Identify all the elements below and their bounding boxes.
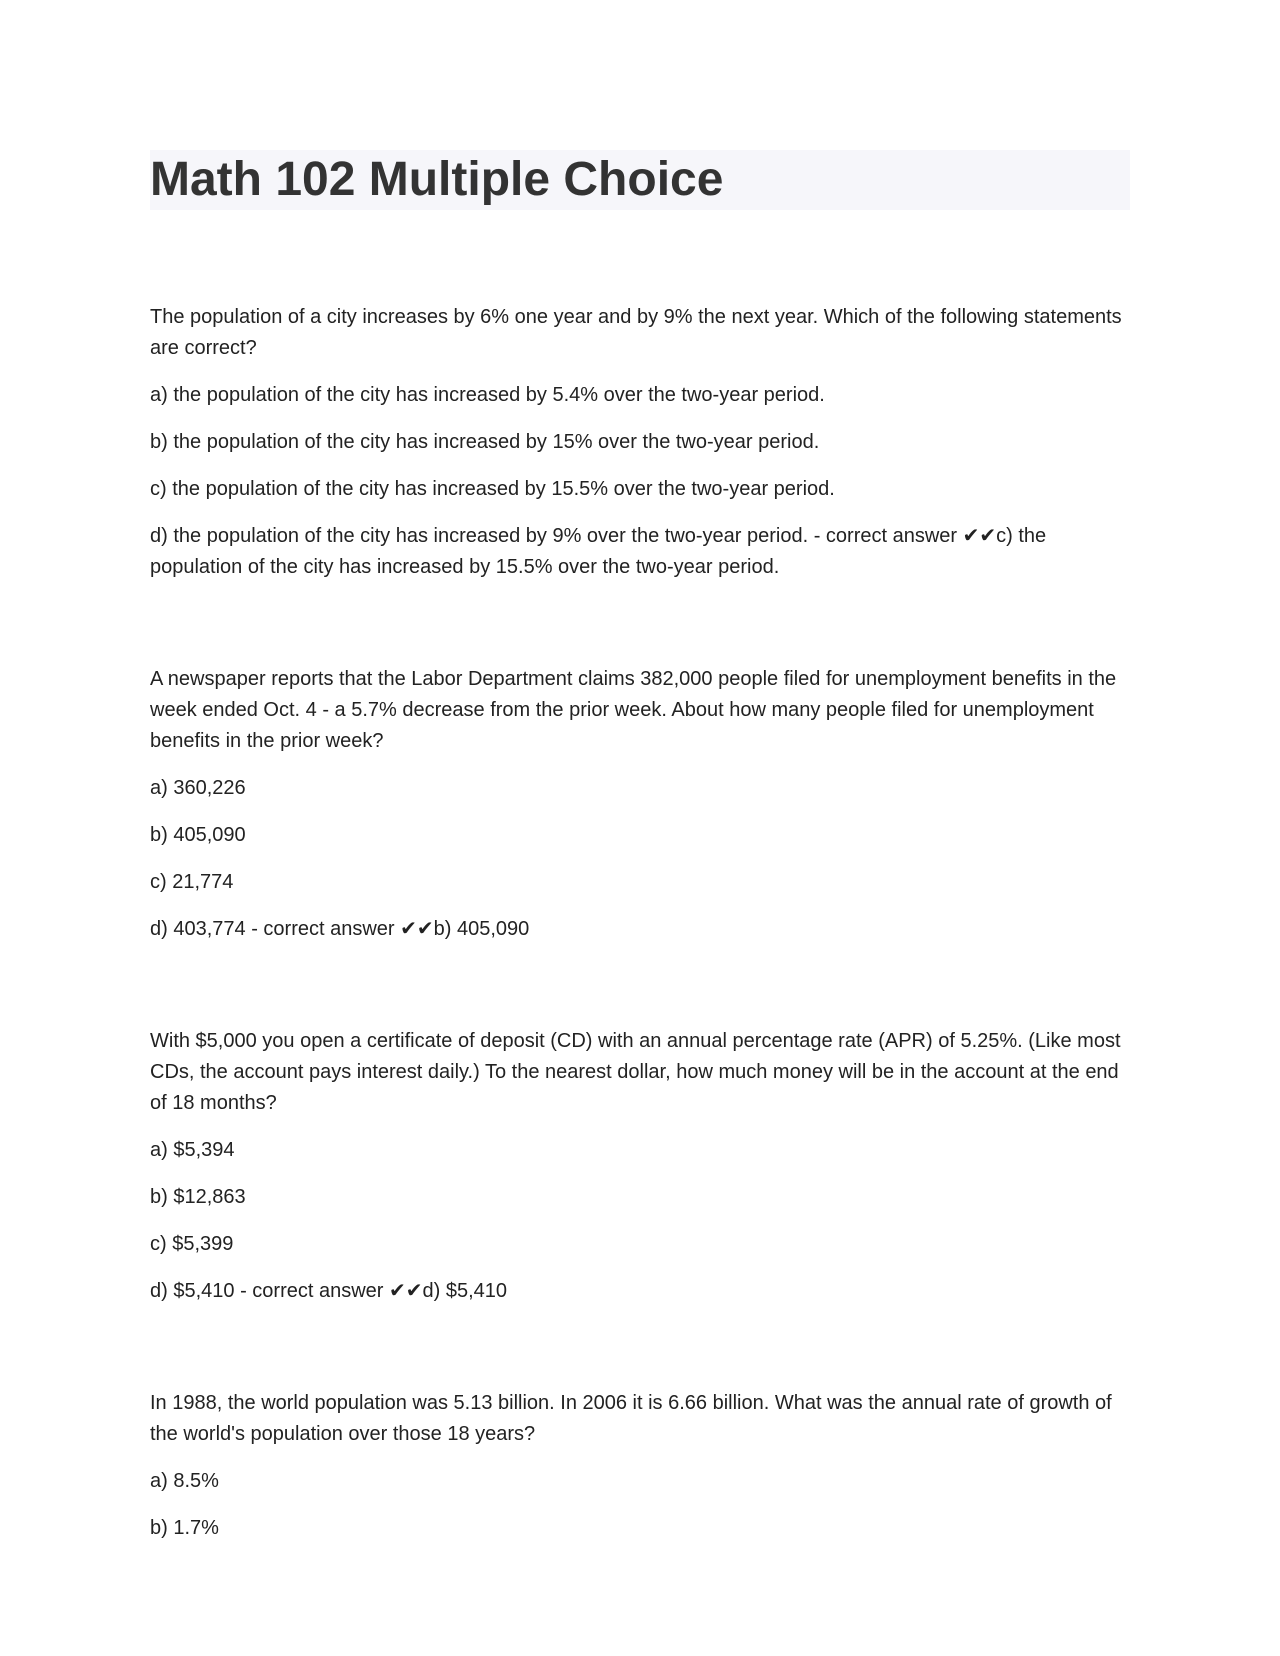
question-list bbox=[150, 302, 1130, 1544]
answer-option-d: d) $5,410 - correct answer ✔✔d) $5,410 bbox=[150, 1280, 508, 1302]
answer-option-b: b) 1.7% bbox=[150, 1517, 219, 1539]
document-page bbox=[150, 150, 1130, 1625]
answer-option-d: d) the population of the city has increased by 9% over the two-year period. - correct answer ✔✔c) the population of the city has increased by 15.5% over the two-year period. bbox=[150, 525, 1047, 578]
answer-option-a: a) $5,394 bbox=[150, 1139, 235, 1161]
question-4 bbox=[150, 1388, 1130, 1544]
answer-option-b: b) 405,090 bbox=[150, 824, 246, 846]
answer-option-a: a) the population of the city has increased by 5.4% over the two-year period. bbox=[150, 384, 825, 406]
answer-option-d: d) 403,774 - correct answer ✔✔b) 405,090 bbox=[150, 918, 530, 940]
question-prompt: In 1988, the world population was 5.13 billion. In 2006 it is 6.66 billion. What was the annual rate of growth of the world's population over those 18 years? bbox=[150, 1392, 1112, 1445]
page-title: Math 102 Multiple Choice bbox=[150, 153, 724, 206]
question-prompt: A newspaper reports that the Labor Department claims 382,000 people filed for unemployment benefits in the week ended Oct. 4 - a 5.7% decrease from the prior week. About how many people filed for unemployment benefits in the prior week? bbox=[150, 668, 1117, 752]
title-band bbox=[150, 150, 1130, 210]
question-prompt: With $5,000 you open a certificate of deposit (CD) with an annual percentage rate (APR) of 5.25%. (Like most CDs, the account pays interest daily.) To the nearest dollar, how much money will be in the account at the end of 18 months? bbox=[150, 1030, 1121, 1114]
answer-option-c: c) the population of the city has increased by 15.5% over the two-year period. bbox=[150, 478, 835, 500]
question-2 bbox=[150, 664, 1130, 945]
answer-option-c: c) 21,774 bbox=[150, 871, 234, 893]
answer-option-b: b) $12,863 bbox=[150, 1186, 246, 1208]
question-3 bbox=[150, 1026, 1130, 1307]
answer-option-c: c) $5,399 bbox=[150, 1233, 234, 1255]
answer-option-a: a) 8.5% bbox=[150, 1470, 219, 1492]
question-prompt: The population of a city increases by 6% one year and by 9% the next year. Which of the following statements are correct? bbox=[150, 306, 1122, 359]
question-1 bbox=[150, 302, 1130, 583]
answer-option-b: b) the population of the city has increased by 15% over the two-year period. bbox=[150, 431, 820, 453]
answer-option-a: a) 360,226 bbox=[150, 777, 246, 799]
